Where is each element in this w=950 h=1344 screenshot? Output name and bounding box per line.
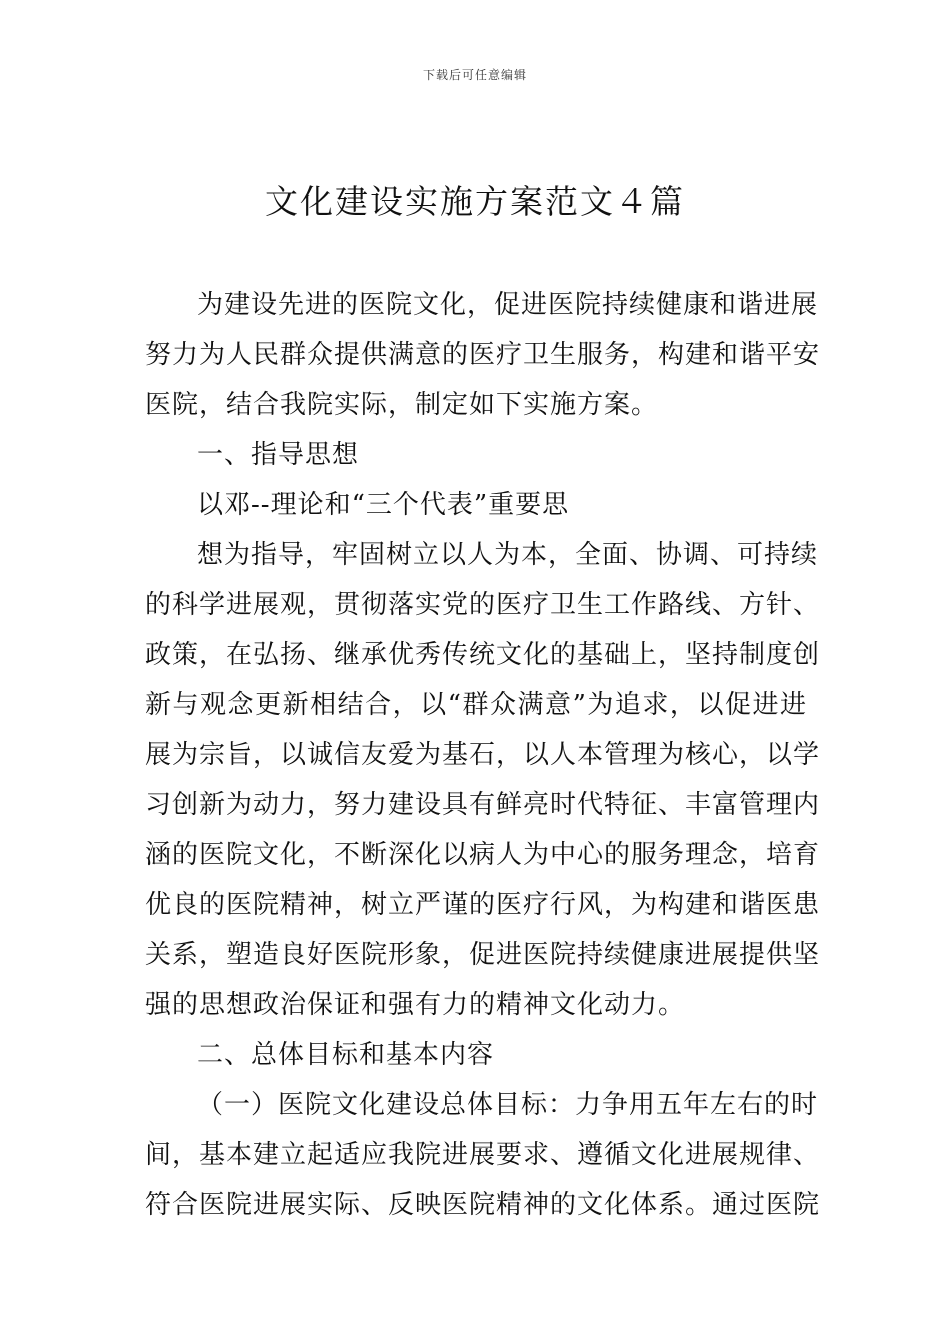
header-note: 下载后可任意编辑 xyxy=(422,68,527,82)
paragraph-line: （一）医院文化建设总体目标：力争用五年左右的时 xyxy=(197,1090,819,1120)
paragraph-line: 的科学进展观，贯彻落实党的医疗卫生工作路线、方针、 xyxy=(145,590,821,620)
paragraph-line: 习创新为动力，努力建设具有鲜亮时代特征、丰富管理内 xyxy=(145,790,821,820)
document-body xyxy=(145,280,821,1230)
paragraph-line: 新与观念更新相结合，以“群众满意”为追求，以促进进 xyxy=(145,690,807,720)
paragraph-line: 以邓--理论和“三个代表”重要思 xyxy=(197,490,570,520)
paragraph-line: 政策，在弘扬、继承优秀传统文化的基础上，坚持制度创 xyxy=(145,640,821,670)
document-title: 文化建设实施方案范文４篇 xyxy=(265,182,685,221)
paragraph-line: 间，基本建立起适应我院进展要求、遵循文化进展规律、 xyxy=(145,1140,821,1170)
paragraph-line: 医院，结合我院实际，制定如下实施方案。 xyxy=(145,390,659,420)
paragraph-line: 关系，塑造良好医院形象，促进医院持续健康进展提供坚 xyxy=(145,940,821,970)
paragraph-line: 二、总体目标和基本内容 xyxy=(197,1040,495,1070)
paragraph-line: 一、指导思想 xyxy=(197,440,360,470)
paragraph-line: 想为指导，牢固树立以人为本，全面、协调、可持续 xyxy=(197,540,819,570)
paragraph-line: 优良的医院精神，树立严谨的医疗行风，为构建和谐医患 xyxy=(145,890,821,920)
paragraph-line: 符合医院进展实际、反映医院精神的文化体系。通过医院 xyxy=(145,1190,821,1220)
paragraph-line: 努力为人民群众提供满意的医疗卫生服务，构建和谐平安 xyxy=(145,340,821,370)
paragraph-line: 强的思想政治保证和强有力的精神文化动力。 xyxy=(145,990,686,1020)
paragraph-line: 展为宗旨，以诚信友爱为基石，以人本管理为核心，以学 xyxy=(145,740,821,770)
paragraph-line: 为建设先进的医院文化，促进医院持续健康和谐进展 xyxy=(197,290,819,320)
paragraph-line: 涵的医院文化，不断深化以病人为中心的服务理念，培育 xyxy=(145,840,821,870)
